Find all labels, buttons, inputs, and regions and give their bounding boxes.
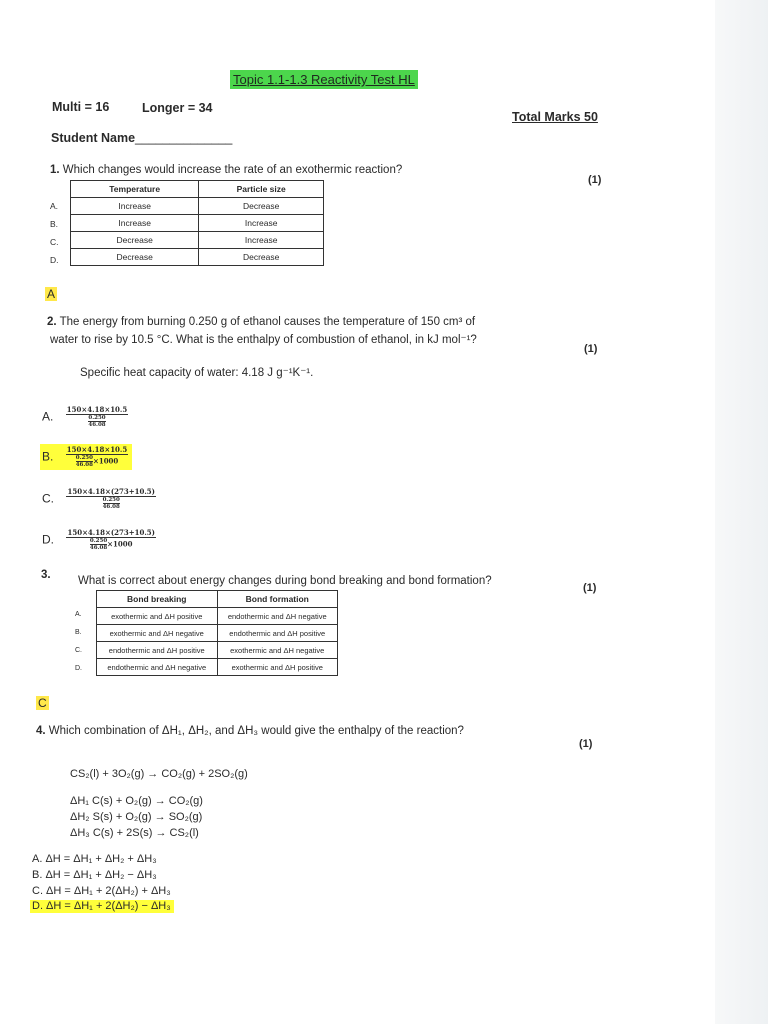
q2-fraction <box>66 445 128 468</box>
fraction-suffix: ×1000 <box>107 539 133 549</box>
q2-option-letter: A. <box>42 409 54 424</box>
q4-step-3: ΔH₃ C(s) + 2S(s) → CS₂(l) <box>70 827 199 839</box>
table-cell: exothermic and ΔH positive <box>97 608 218 625</box>
table-row <box>97 625 338 642</box>
table-cell: Increase <box>71 215 199 232</box>
table-cell: endothermic and ΔH positive <box>217 625 338 642</box>
table-cell: Decrease <box>71 249 199 266</box>
table-header-row <box>97 591 338 608</box>
fraction-denominator <box>66 538 156 551</box>
inner-numerator: 0.250 <box>75 455 93 461</box>
q4-option-b: B. ΔH = ΔH₁ + ΔH₂ − ΔH₃ <box>32 869 157 881</box>
table-cell: endothermic and ΔH negative <box>97 659 218 676</box>
inner-denominator: 46.08 <box>89 545 108 551</box>
q2-option-b <box>40 444 132 470</box>
q2-text-line2: water to rise by 10.5 °C. What is the enthalpy of combustion of ethanol, in kJ mol⁻¹? <box>50 334 477 346</box>
q2-fraction <box>66 405 128 428</box>
q1-text: Which changes would increase the rate of an exothermic reaction? <box>62 164 403 176</box>
inner-denominator: 46.08 <box>88 422 106 428</box>
table-cell: Decrease <box>199 249 324 266</box>
q1-row-letter: B. <box>50 219 59 229</box>
q1-header-temperature: Temperature <box>71 181 199 198</box>
q2-option-d <box>42 528 156 551</box>
q2-option-letter: C. <box>42 491 54 506</box>
table-row <box>97 659 338 676</box>
q1-marks: (1) <box>588 174 602 186</box>
table-row <box>71 249 324 266</box>
q4-text: Which combination of ΔH₁, ΔH₂, and ΔH₃ would give the enthalpy of the reaction? <box>48 725 464 737</box>
page-edge-shadow <box>715 0 768 1024</box>
fraction-denominator <box>66 497 156 510</box>
q4-step-1: ΔH₁ C(s) + O₂(g) → CO₂(g) <box>70 795 203 807</box>
inner-numerator: 0.250 <box>89 538 108 544</box>
longer-marks: Longer = 34 <box>142 101 213 115</box>
inner-numerator: 0.250 <box>102 497 120 503</box>
student-name-line: ______________ <box>135 131 233 145</box>
q3-row-letter: A. <box>75 611 82 618</box>
q3-row-letter: B. <box>75 629 82 636</box>
fraction-numerator: 150×4.18×10.5 <box>66 445 128 454</box>
q3-header-bond-formation: Bond formation <box>217 591 338 608</box>
q4-option-c: C. ΔH = ΔH₁ + 2(ΔH₂) + ΔH₃ <box>32 885 171 897</box>
q3-marks: (1) <box>583 582 597 594</box>
multi-marks: Multi = 16 <box>52 100 110 114</box>
table-row <box>71 198 324 215</box>
q2-specific-heat: Specific heat capacity of water: 4.18 J g⁻¹K⁻¹. <box>80 367 314 379</box>
q2-option-letter: D. <box>42 532 54 547</box>
table-cell: Increase <box>71 198 199 215</box>
q1-question <box>50 164 402 176</box>
q1-answer: A <box>47 287 56 301</box>
table-cell: endothermic and ΔH negative <box>217 608 338 625</box>
q2-fraction <box>66 528 156 551</box>
inner-numerator: 0.250 <box>88 415 106 421</box>
table-row <box>71 232 324 249</box>
q3-text: What is correct about energy changes during bond breaking and bond formation? <box>78 575 492 587</box>
q2-option-c <box>42 487 156 510</box>
q4-marks: (1) <box>579 738 593 750</box>
q3-row-letter: C. <box>75 647 82 654</box>
table-cell: Increase <box>199 215 324 232</box>
inner-denominator: 46.08 <box>102 504 120 510</box>
q2-option-letter: B. <box>42 449 54 464</box>
q4-question <box>36 725 464 737</box>
fraction-denominator <box>66 455 128 468</box>
table-cell: Decrease <box>71 232 199 249</box>
fraction-suffix: ×1000 <box>92 456 119 466</box>
table-row <box>97 642 338 659</box>
table-header-row <box>71 181 324 198</box>
q2-fraction <box>66 487 156 510</box>
q1-number: 1. <box>50 164 60 176</box>
table-cell: exothermic and ΔH negative <box>217 642 338 659</box>
table-cell: exothermic and ΔH positive <box>217 659 338 676</box>
q1-header-particle-size: Particle size <box>199 181 324 198</box>
student-name-label <box>51 131 232 145</box>
q3-table <box>96 590 338 676</box>
total-marks: Total Marks 50 <box>512 110 598 124</box>
table-cell: Decrease <box>199 198 324 215</box>
q3-row-letter: D. <box>75 665 82 672</box>
table-row <box>97 608 338 625</box>
table-row <box>71 215 324 232</box>
q3-answer: C <box>38 696 47 710</box>
inner-denominator: 46.08 <box>75 462 93 468</box>
table-cell: endothermic and ΔH positive <box>97 642 218 659</box>
fraction-numerator: 150×4.18×(273+10.5) <box>67 528 155 537</box>
q1-row-letter: C. <box>50 237 59 247</box>
q2-question-line1 <box>47 316 475 328</box>
fraction-numerator: 150×4.18×10.5 <box>66 405 128 414</box>
q1-row-letter: A. <box>50 201 59 211</box>
q4-number: 4. <box>36 725 46 737</box>
q2-marks: (1) <box>584 343 598 355</box>
test-title: Topic 1.1-1.3 Reactivity Test HL <box>230 70 418 89</box>
table-cell: Increase <box>199 232 324 249</box>
q1-row-letter: D. <box>50 255 59 265</box>
q4-reaction: CS₂(l) + 3O₂(g) → CO₂(g) + 2SO₂(g) <box>70 768 248 780</box>
q4-option-a: A. ΔH = ΔH₁ + ΔH₂ + ΔH₃ <box>32 853 157 865</box>
q3-number: 3. <box>41 569 51 581</box>
q2-text-line1: The energy from burning 0.250 g of ethanol causes the temperature of 150 cm³ of <box>59 316 476 328</box>
fraction-denominator <box>66 415 128 428</box>
table-cell: exothermic and ΔH negative <box>97 625 218 642</box>
q4-option-d: D. ΔH = ΔH₁ + 2(ΔH₂) − ΔH₃ <box>30 900 174 913</box>
q3-header-bond-breaking: Bond breaking <box>97 591 218 608</box>
q4-step-2: ΔH₂ S(s) + O₂(g) → SO₂(g) <box>70 811 203 823</box>
q2-number: 2. <box>47 316 57 328</box>
student-name-text: Student Name <box>51 131 136 145</box>
fraction-numerator: 150×4.18×(273+10.5) <box>67 487 155 496</box>
q2-option-a <box>42 405 128 428</box>
q1-table <box>70 180 324 266</box>
